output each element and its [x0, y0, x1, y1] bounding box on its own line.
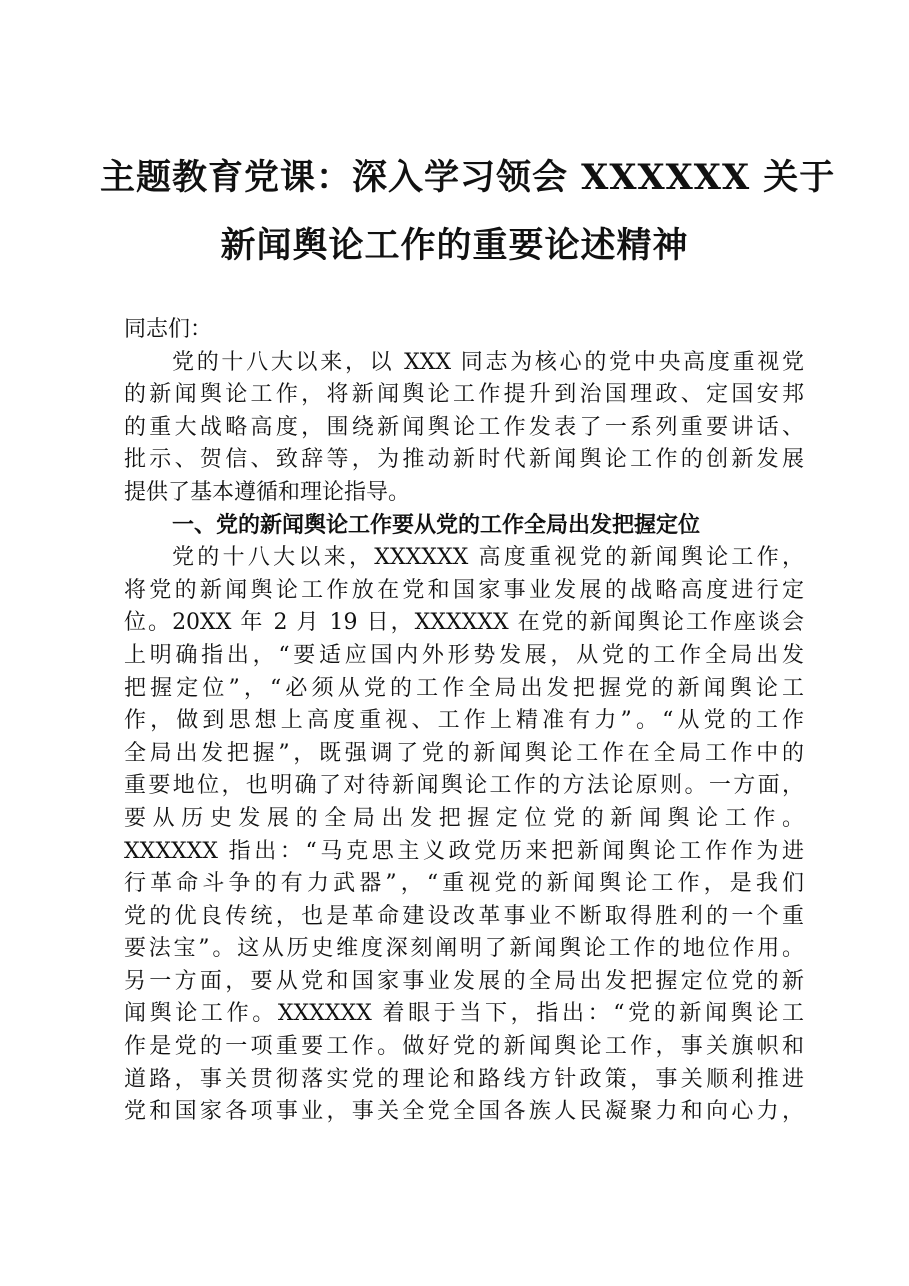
section-line: 要从历史发展的全局出发把握定位党的新闻舆论工作。: [124, 805, 804, 831]
section-line: 党的优良传统，也是革命建设改革事业不断取得胜利的一个重: [124, 903, 804, 929]
section-line: 全局出发把握”，既强调了党的新闻舆论工作在全局工作中的: [124, 740, 804, 766]
section-line: 另一方面，要从党和国家事业发展的全局出发把握定位党的新: [124, 968, 804, 994]
section-line: 作是党的一项重要工作。做好党的新闻舆论工作，事关旗帜和: [124, 1034, 804, 1060]
section-line: 党和国家各项事业，事关全党全国各族人民凝聚力和向心力，: [124, 1099, 804, 1125]
section-line: 要法宝”。这从历史维度深刻阐明了新闻舆论工作的地位作用。: [124, 936, 804, 962]
section-line: 党的十八大以来，XXXXXX 高度重视党的新闻舆论工作，: [172, 545, 804, 571]
intro-line: 批示、贺信、致辞等，为推动新时代新闻舆论工作的创新发展: [124, 447, 804, 473]
section-line: 闻舆论工作。XXXXXX 着眼于当下，指出：“党的新闻舆论工: [124, 1001, 804, 1027]
intro-line: 提供了基本遵循和理论指导。: [124, 479, 411, 505]
intro-line: 的新闻舆论工作，将新闻舆论工作提升到治国理政、定国安邦: [124, 382, 804, 408]
salutation: 同志们：: [124, 317, 213, 342]
section-line: 行革命斗争的有力武器”，“重视党的新闻舆论工作，是我们: [124, 871, 804, 897]
document-title-line-2: 新闻舆论工作的重要论述精神: [220, 225, 689, 266]
intro-line: 党的十八大以来，以 XXX 同志为核心的党中央高度重视党: [172, 349, 804, 375]
section-line: 将党的新闻舆论工作放在党和国家事业发展的战略高度进行定: [124, 577, 804, 603]
section-line: 重要地位，也明确了对待新闻舆论工作的方法论原则。一方面，: [124, 773, 804, 799]
intro-line: 的重大战略高度，围绕新闻舆论工作发表了一系列重要讲话、: [124, 414, 804, 440]
section-line: 把握定位”，“必须从党的工作全局出发把握党的新闻舆论工: [124, 675, 804, 701]
section-line: 上明确指出，“要适应国内外形势发展，从党的工作全局出发: [124, 642, 804, 668]
section-line: XXXXXX 指出：“马克思主义政党历来把新闻舆论工作作为进: [124, 838, 804, 864]
section-line: 作，做到思想上高度重视、工作上精准有力”。“从党的工作: [124, 708, 804, 734]
section-line: 位。20XX 年 2 月 19 日，XXXXXX 在党的新闻舆论工作座谈会: [124, 610, 804, 636]
document-body: [124, 314, 804, 1129]
section-heading: 一、党的新闻舆论工作要从党的工作全局出发把握定位: [172, 512, 701, 538]
section-line: 道路，事关贯彻落实党的理论和路线方针政策，事关顺利推进: [124, 1066, 804, 1092]
document-title-line-1: 主题教育党课：深入学习领会 XXXXXX 关于: [100, 157, 836, 198]
